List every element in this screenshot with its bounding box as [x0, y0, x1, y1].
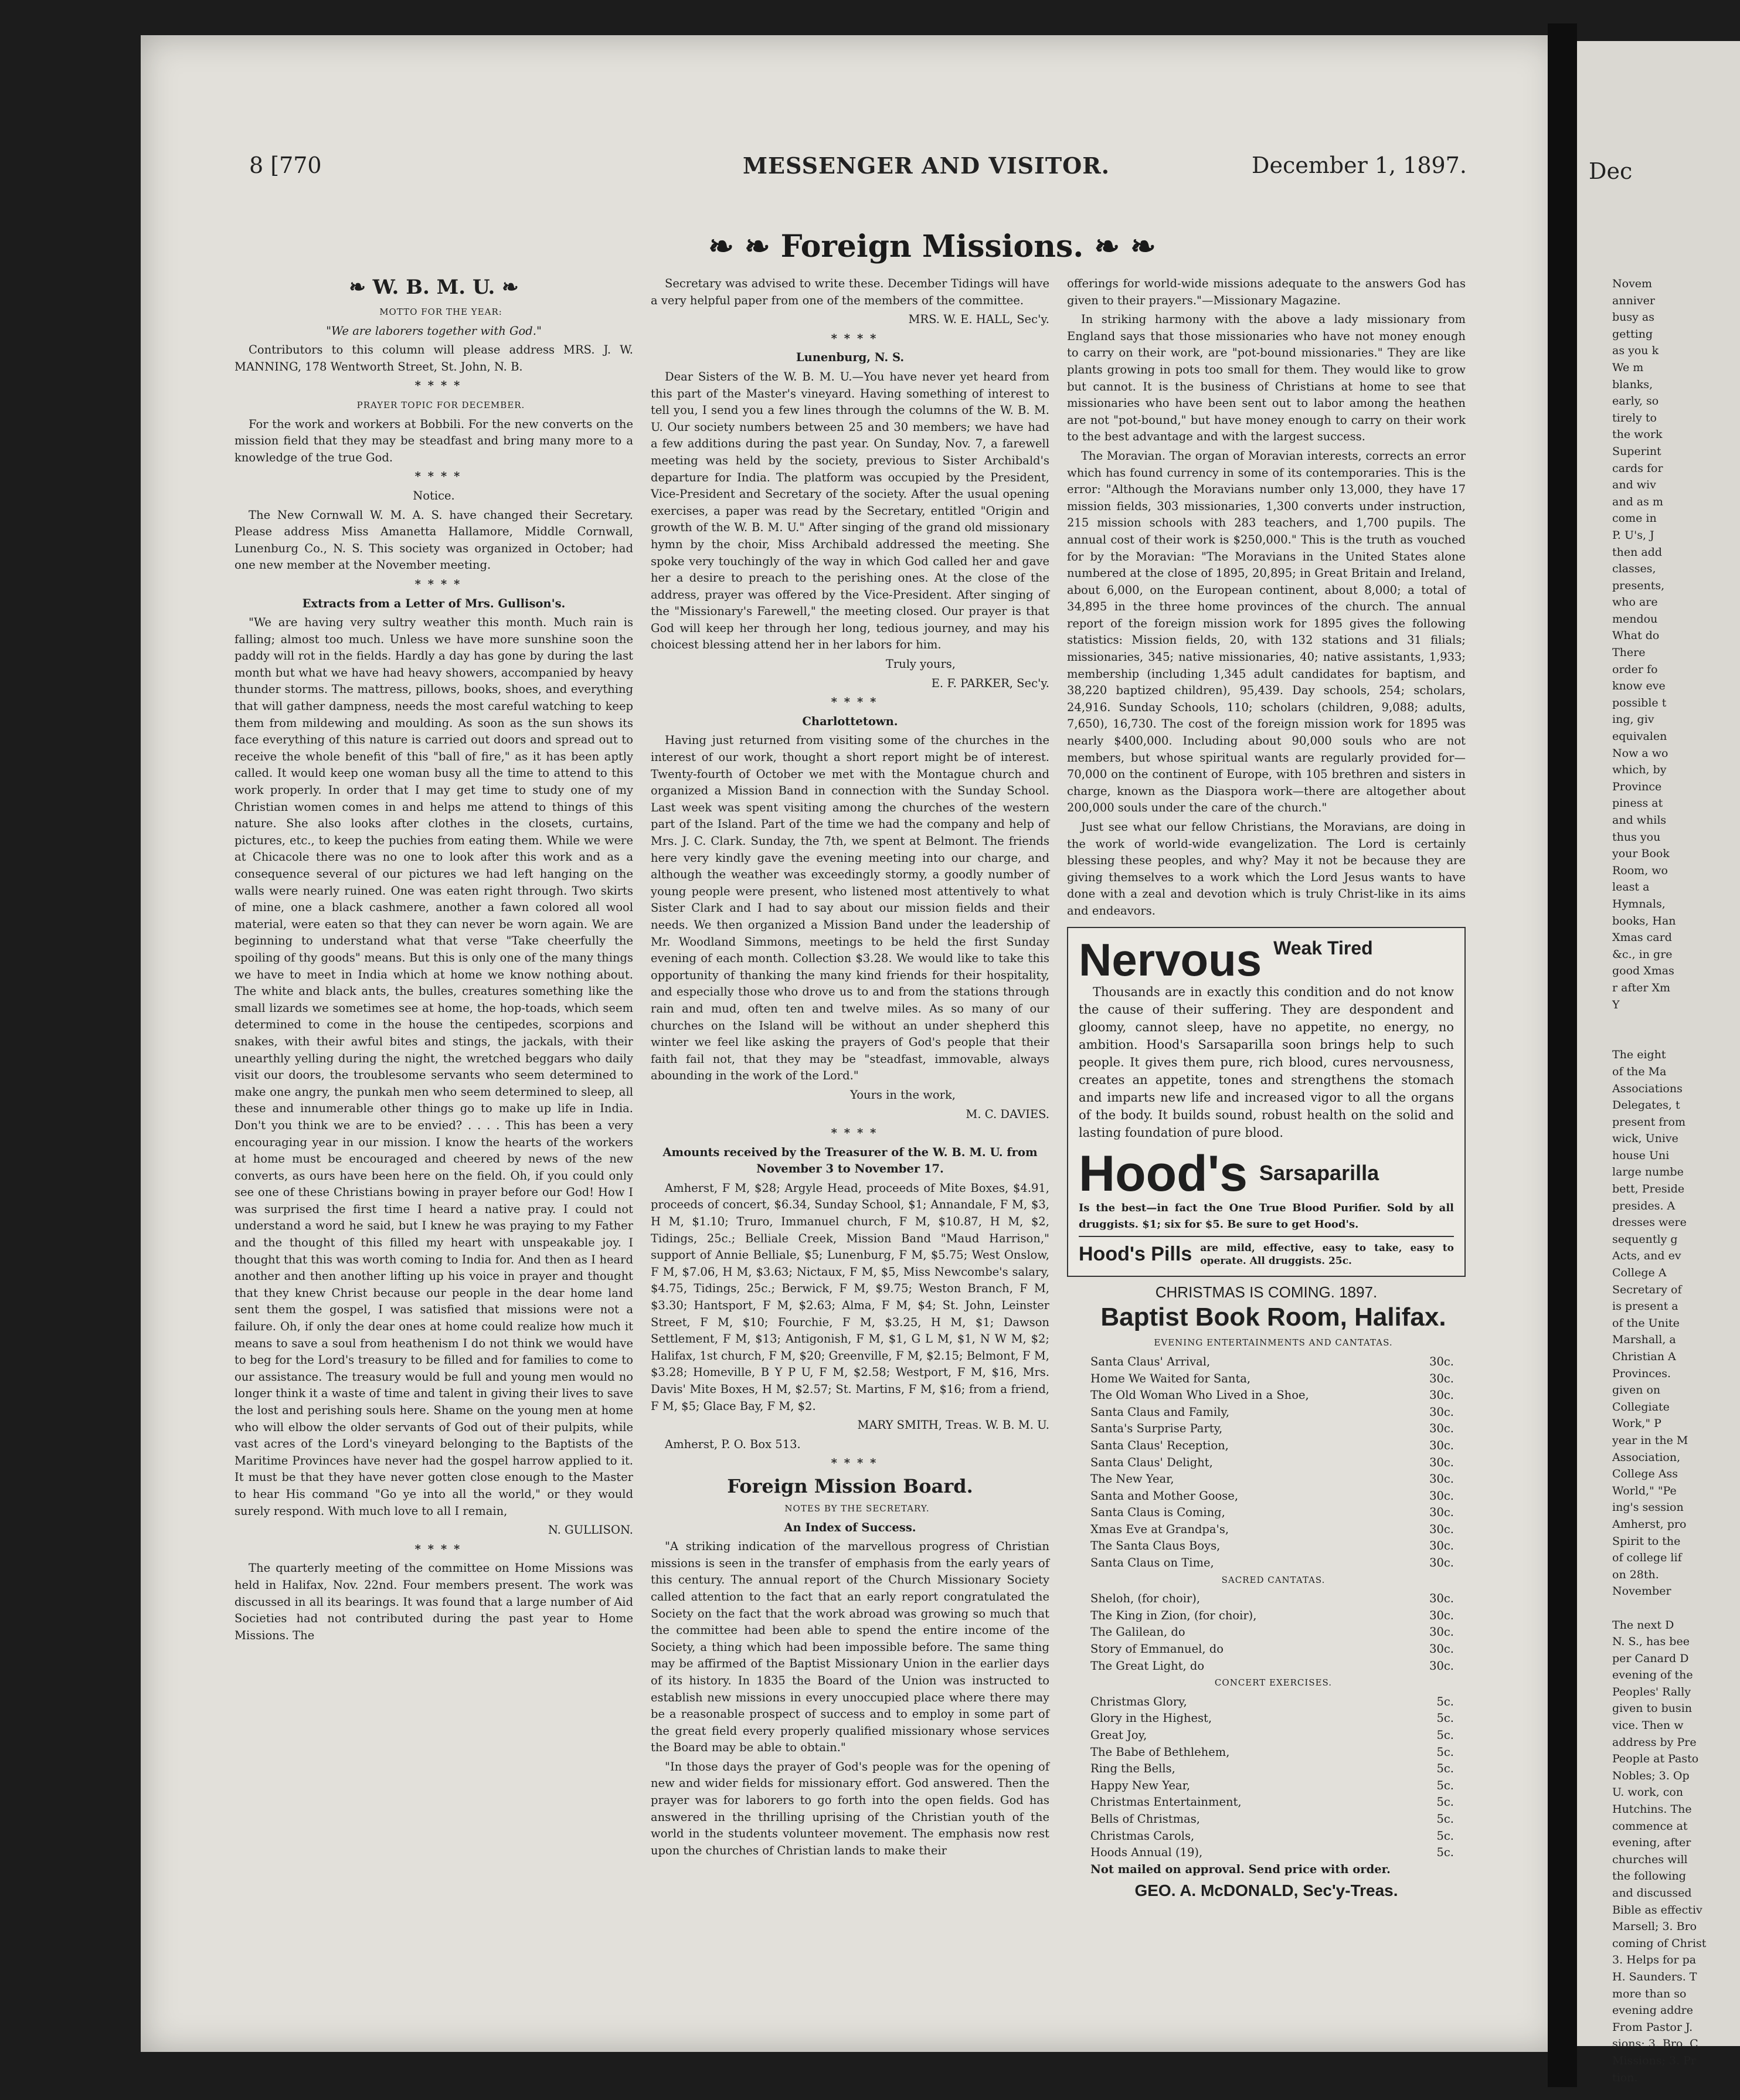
price-list-item — [1090, 1694, 1454, 1711]
ad-concert: CONCERT EXERCISES. — [1214, 1677, 1333, 1688]
divider-stars: **** — [414, 379, 467, 393]
item-name: The Great Light, do — [1090, 1659, 1205, 1673]
adjacent-text-line: year in the M — [1612, 1433, 1688, 1447]
moravian-text: The Moravian. The organ of Moravian interests, corrects an error which has found currency in some of its contemporaries. This is the error: "Although the Moravians number only 13,000, they have 17 mission fields, 303 missionaries, 1,300 converts under instruction, 215 mission schools with 283 teachers, and 1,700 pupils. The annual cost of their work is $250,000." This is the truth as vouched for by the Moravian: "The Moravians in the United States alone numbered at the close of 1895, 20,895; in Great Britain and Ireland, about 6,000, on the European continent, about 8,000; a total of 34,895 in the three home provinces of the church. The annual report of the foreign mission work for 1895 gives the following statistics: Mission fields, 20, with 132 stations and 31 filials; missionaries, 345; native missionaries, 40; native assistants, 1,933; membership (including 1,345 adult candidates for baptism, and 38,220 baptized children), 95,439. Day schools, 254; scholars, 24,916. Sunday Schools, 110; scholars (children, 9,088; adults, 7,650), 16,730. The cost of the foreign mission work for 1895 was nearly $400,000. Including about 90,000 souls who are not members, but whose spiritual wants are regularly provided for—70,000 on the continent of Europe, with 105 brethren and sisters in charge, known as the Diaspora work—there are altogether about 200,000 souls under the care of the church." — [1067, 448, 1466, 815]
price-list-item — [1090, 1555, 1454, 1572]
item-name: The Babe of Bethlehem, — [1090, 1745, 1230, 1759]
item-name: Santa Claus and Family, — [1090, 1405, 1230, 1419]
adjacent-text-line: Christian A — [1612, 1350, 1676, 1363]
adjacent-text-line: good Xmas — [1612, 964, 1674, 978]
adjacent-text-line — [1612, 1600, 1706, 1617]
price-list-item — [1090, 1658, 1454, 1675]
contributors-note: Contributors to this column will please address MRS. J. W. MANNING, 178 Wentworth Street, St. John, N. B. — [235, 343, 633, 373]
price-list-item — [1090, 1794, 1454, 1811]
prayer-topic: For the work and workers at Bobbili. For the new converts on the mission field that they may be steadfast and bring many more to a knowledge of the true God. — [235, 417, 633, 464]
item-name: The New Year, — [1090, 1472, 1174, 1486]
price-list-item — [1090, 1710, 1454, 1727]
divider-stars: **** — [831, 1126, 883, 1140]
adjacent-text-line: coming of Christ — [1612, 1936, 1707, 1950]
adjacent-text-line: possible t — [1612, 696, 1667, 709]
adjacent-text-line: which, by — [1612, 763, 1667, 777]
signature: MARY SMITH, Treas. W. B. M. U. — [857, 1418, 1049, 1432]
adjacent-text-line: ing's session — [1612, 1501, 1684, 1514]
adjacent-text-line: large numbe — [1612, 1165, 1684, 1179]
adjacent-text-line: the following — [1612, 1870, 1686, 1883]
item-price: 30c. — [1429, 1556, 1454, 1570]
amounts-text: Amherst, F M, $28; Argyle Head, proceeds of Mite Boxes, $4.91, proceeds of concert, $6.34, Sunday School, $1; Annandale, F M, $3, H M, $1.10; Truro, Immanuel church, F M, $10.87, H M, $2, Tidings, 25c.; Belliale Creek, Mission Band "Maud Harrison," support of Annie Belliale, $5; Lunenburg, F M, $5.75; West Onslow, F M, $7.06, H M, $3.63; Nictaux, F M, $5, Miss Newcombe's salary, $4.75, Tidings, 25c.; Berwick, F M, $9.75; Weston Branch, F M, $3.30; Hantsport, F M, $2.63; Alma, F M, $4; St. John, Leinster Street, F M, $10; Fourchie, F M, $3.25, H M, $1; Dawson Settlement, F M, $13; Antigonish, F M, $1, G L M, $1, N W M, $2; Halifax, 1st church, F M, $20; Greenville, F M, $2.15; Belmont, F M, $3.28; Homeville, B Y P U, F M, $2.58; Westport, F M, $16, Mrs. Davis' Mite Boxes, H M, $2.57; St. Martins, F M, $16; from a friend, F M, $5; Glace Bay, F M, $2. — [651, 1181, 1049, 1413]
item-price: 30c. — [1429, 1659, 1454, 1673]
newspaper-page — [141, 35, 1559, 2052]
item-price: 30c. — [1429, 1608, 1454, 1622]
adjacent-text-line: The next D — [1612, 1618, 1674, 1632]
board-heading: Foreign Mission Board. — [727, 1474, 973, 1497]
adjacent-text-line: evening of the — [1612, 1669, 1693, 1682]
adjacent-text-line: bett, Preside — [1612, 1182, 1685, 1196]
price-list-item — [1090, 1488, 1454, 1505]
adjacent-text-line: The eight — [1612, 1048, 1666, 1062]
ornament-icon: ❧ ❧ — [708, 229, 781, 264]
adjacent-text-line: People at Pasto — [1612, 1752, 1699, 1766]
item-price: 30c. — [1429, 1625, 1454, 1639]
adjacent-text-line: order fo — [1612, 662, 1658, 676]
notice-text: The New Cornwall W. M. A. S. have changed their Secretary. Please address Miss Amanetta Hallamore, Middle Cornwall, Lunenburg Co., N. S. This society was organized in October; had one new member at the November meeting. — [235, 508, 633, 572]
adjacent-text-line: Associations — [1612, 1082, 1683, 1095]
item-price: 30c. — [1429, 1506, 1454, 1520]
price-list-item — [1090, 1641, 1454, 1658]
adjacent-text-line: r after Xm — [1612, 981, 1671, 994]
adjacent-text-line: given to busin — [1612, 1702, 1693, 1715]
continued-text: offerings for world-wide missions adequate to the answers God has given to their prayers."—Missionary Magazine. — [1067, 277, 1466, 307]
adjacent-text-line: who are — [1612, 596, 1658, 609]
item-price: 5c. — [1436, 1778, 1454, 1792]
adjacent-text-line: &c., in gre — [1612, 947, 1673, 961]
signature-address: Amherst, P. O. Box 513. — [665, 1437, 801, 1451]
adjacent-text-line: Spirit to the — [1612, 1534, 1681, 1548]
adjacent-text-line: churches will — [1612, 1853, 1688, 1866]
adjacent-text-line: presents, — [1612, 579, 1665, 592]
adjacent-text-line: Missions; 3. Pr — [1612, 2054, 1697, 2067]
letter-text: "We are having very sultry weather this month. Much rain is falling; almost too much. Unless we have more sunshine soon the paddy will rot in the fields. Hardly a day has gone by during the last month but what we have had heavy showers, accompanied by heavy thunder storms. The mattress, pillows, books, shoes, and everything that will gather dampness, needs the most careful watching to keep them from mildewing and moulding. As soon as the sun shows its face everything of this nature is carried out doors and spread out to receive the whole benefit of this "ball of fire," as it has been aptly called. It would keep one woman busy all the time to attend to this work properly. In order that I may get time to study one of my Christian women comes in and helps me attend to things of this nature. She also looks after clothes in the closets, curtains, pictures, etc., to keep the puchies from eating them. While we were at Chicacole there was no one to look after this work and as a consequence several of our pictures we had left hanging on the walls were nearly ruined. One was eaten right through. Two skirts of mine, one a black cashmere, another a fawn colored all wool material, were eaten so that they can never be worn again. We are beginning to understand what that verse "Take cheerfully the spoiling of thy goods" means. But this is only one of the many things we have to meet in India which at home we know nothing about. The white and black ants, the bulles, creatures something like the small lizards we sometimes see at home, the hop-toads, which seem determined to come in the house the centipedes, scorpions and snakes, with their awful bites and stings, the jackals, with their unearthly yelling during the night, the wretched beggars who daily visit our doors, the troublesome servants who seem determined to make one angry, the punkah men who seem determined to sleep, all these and innumerable other things go to make up life in India. Don't you think we are to be envied? . . . . This has been a very encouraging year in our mission. I know the hearts of the workers at home must be encouraged and cheered by news of the new converts, as ours have been here on the field. Oh, if you could only see one of these Christians bowing in prayer before our God! How I was surprised the first time I heard a native pray. I could not understand a word he said, but I knew he was praying to my Father and the thought of this filled my heart with unspeakable joy. I thought that this was worth coming to India for. And then as I heard another and then another lifting up his voice in prayer and thought that they knew Christ because our people in the dear home land sent them the gospel, I was satisfied that missions were not a failure. Oh, if only the dear ones at home could realize how much it means to save a soul from heathenism I do not think we would have to beg for the Lord's treasury to be filled and for families to come to our assistance. The treasury would be full and young men would no longer think it a waste of time and talent in giving their lives to save the lost and perishing souls here. Shame on the young men at home who will elbow the older servants of God out of their pulpits, while vast acres of the Lord's vineyard belonging to the Baptists of the Maritime Provinces have never had the gospel harrow applied to it. It must be that they have never gotten close enough to the Master to hear His command "Go ye into all the world," or they would surely respond. With much love to all I remain, — [235, 616, 633, 1518]
adjacent-text-line: and as m — [1612, 495, 1663, 508]
board-subheading: NOTES BY THE SECRETARY. — [784, 1503, 930, 1514]
item-name: Santa and Mother Goose, — [1090, 1489, 1239, 1503]
adjacent-text-line: From Pastor J. — [1612, 2020, 1693, 2034]
ad-signoff: GEO. A. McDONALD, Sec'y-Treas. — [1134, 1881, 1398, 1900]
adjacent-text-line: Work," P — [1612, 1417, 1661, 1430]
ad-sacred: SACRED CANTATAS. — [1221, 1574, 1326, 1585]
price-list-item — [1090, 1778, 1454, 1795]
adjacent-text-line: N. S., has bee — [1612, 1635, 1690, 1649]
adjacent-text-line: house Uni — [1612, 1148, 1670, 1162]
item-price: 30c. — [1429, 1422, 1454, 1436]
quarterly-text: The quarterly meeting of the committee on Home Missions was held in Halifax, Nov. 22nd. Four members present. The work was discussed in all its bearings. It was found that a large number of Aid Societies had not contributed during the past year to Home Missions. The — [235, 1561, 633, 1642]
board-index-heading: An Index of Success. — [784, 1520, 916, 1534]
ad-notmailed: Not mailed on approval. Send price with order. — [1090, 1862, 1391, 1876]
adjacent-text-line: know eve — [1612, 679, 1666, 693]
signature: M. C. DAVIES. — [966, 1107, 1049, 1121]
adjacent-text-line: Nobles; 3. Op — [1612, 1769, 1690, 1782]
adjacent-text-line: tirely to — [1612, 411, 1657, 424]
item-name: The Old Woman Who Lived in a Shoe, — [1090, 1388, 1309, 1402]
item-price: 30c. — [1429, 1354, 1454, 1368]
masthead-title: MESSENGER AND VISITOR. — [742, 152, 1110, 179]
price-list-concert — [1090, 1694, 1454, 1861]
notice-label: Notice. — [413, 488, 455, 502]
adjacent-text-line: tion. — [1612, 2071, 1638, 2084]
adjacent-text-line: Marsell; 3. Bro — [1612, 1920, 1697, 1934]
item-name: Hoods Annual (19), — [1090, 1846, 1203, 1860]
adjacent-text-line: equivalen — [1612, 730, 1667, 743]
page-number: 8 [770 — [249, 152, 322, 178]
adjacent-text-line: evening addre — [1612, 2004, 1693, 2017]
divider-stars: **** — [831, 1456, 883, 1470]
adjacent-text-line: piness at — [1612, 797, 1663, 810]
ad-hoods-logo: Hood's — [1079, 1145, 1248, 1202]
adjacent-text-line — [1612, 1030, 1706, 1047]
price-list-item — [1090, 1727, 1454, 1744]
item-name: The Santa Claus Boys, — [1090, 1539, 1221, 1553]
adjacent-text-line: Superint — [1612, 444, 1661, 458]
adjacent-text-line: sequently g — [1612, 1232, 1678, 1246]
adjacent-text-line: U. work, con — [1612, 1786, 1684, 1799]
adjacent-text-line: Hymnals, — [1612, 897, 1666, 910]
adjacent-text-line: College Ass — [1612, 1467, 1678, 1481]
adjacent-text-line: Amherst, pro — [1612, 1517, 1687, 1531]
adjacent-text-line: books, Han — [1612, 914, 1676, 927]
adjacent-text-line: given on — [1612, 1384, 1661, 1397]
ad-pills: Hood's Pills — [1079, 1243, 1192, 1266]
ornament-icon: ❧ — [349, 276, 373, 299]
adjacent-text-line: address by Pre — [1612, 1735, 1697, 1749]
adjacent-text-line: Xmas card — [1612, 931, 1672, 944]
adjacent-text-line: P. U's, J — [1612, 528, 1654, 542]
adjacent-text-line: Delegates, t — [1612, 1099, 1680, 1112]
adjacent-text-line: Province — [1612, 780, 1662, 793]
item-name: Santa Claus' Delight, — [1090, 1455, 1213, 1469]
adjacent-text-line: commence at — [1612, 1819, 1688, 1833]
adjacent-text-line: dresses were — [1612, 1216, 1687, 1229]
adjacent-text-line: of college lif — [1612, 1551, 1682, 1565]
price-list-item — [1090, 1387, 1454, 1404]
adjacent-text-line: Hutchins. The — [1612, 1803, 1692, 1816]
ad-best: Is the best—in fact the One True Blood Purifier. Sold by all druggists. $1; six for $5. Be sure to get Hood's. — [1079, 1201, 1454, 1231]
price-list-item — [1090, 1438, 1454, 1455]
adjacent-text-line: of the Unite — [1612, 1316, 1680, 1330]
adjacent-text-line: anniver — [1612, 294, 1655, 307]
item-price: 30c. — [1429, 1539, 1454, 1553]
adjacent-text-line: the work — [1612, 428, 1663, 441]
adjacent-page-header: Dec — [1589, 158, 1633, 184]
item-price: 30c. — [1429, 1472, 1454, 1486]
item-name: The King in Zion, (for choir), — [1090, 1608, 1257, 1622]
adjacent-text-line: and whils — [1612, 814, 1667, 827]
item-name: Glory in the Highest, — [1090, 1711, 1212, 1725]
adjacent-text-line: your Book — [1612, 847, 1670, 861]
item-price: 30c. — [1429, 1405, 1454, 1419]
adjacent-text-line: evening, after — [1612, 1836, 1691, 1850]
adjacent-text-line: There — [1612, 646, 1646, 660]
adjacent-text-line: thus you — [1612, 830, 1661, 844]
adjacent-text-line: Y — [1612, 998, 1620, 1011]
price-list-item — [1090, 1371, 1454, 1388]
item-name: Happy New Year, — [1090, 1778, 1191, 1792]
signature: N. GULLISON. — [548, 1523, 633, 1537]
divider-stars: **** — [831, 695, 883, 709]
item-name: Christmas Carols, — [1090, 1829, 1195, 1843]
adjacent-text-line: blanks, — [1612, 378, 1653, 391]
adjacent-text-line: present from — [1612, 1115, 1685, 1129]
item-price: 5c. — [1436, 1694, 1454, 1708]
price-list-item — [1090, 1521, 1454, 1538]
item-price: 5c. — [1436, 1795, 1454, 1809]
extracts-label: Extracts from a Letter of Mrs. Gullison's. — [302, 596, 566, 610]
price-list-item — [1090, 1608, 1454, 1625]
lunenburg-heading: Lunenburg, N. S. — [796, 351, 905, 365]
adjacent-text-line: Association, — [1612, 1450, 1681, 1464]
item-name: Xmas Eve at Grandpa's, — [1090, 1522, 1229, 1536]
signature: E. F. PARKER, Sec'y. — [931, 676, 1049, 690]
item-price: 5c. — [1436, 1728, 1454, 1742]
column-1 — [235, 276, 633, 1646]
item-price: 5c. — [1436, 1812, 1454, 1826]
adjacent-text-line: Bible as effectiv — [1612, 1903, 1702, 1916]
divider-stars: **** — [414, 577, 467, 591]
item-name: Great Joy, — [1090, 1728, 1147, 1742]
adjacent-text-line: come in — [1612, 512, 1657, 525]
adjacent-text-line: World," "Pe — [1612, 1484, 1677, 1497]
ad-headline-nervous: Nervous — [1079, 933, 1262, 986]
adjacent-text-line: of the Ma — [1612, 1065, 1667, 1078]
closing: Truly yours, — [885, 657, 956, 671]
adjacent-text-line: November — [1612, 1585, 1671, 1598]
adjacent-text-line: more than so — [1612, 1987, 1687, 2000]
item-name: Ring the Bells, — [1090, 1762, 1175, 1776]
divider-stars: **** — [414, 470, 467, 484]
item-name: Christmas Glory, — [1090, 1694, 1187, 1708]
column-3 — [1067, 276, 1466, 1904]
price-list-item — [1090, 1744, 1454, 1761]
price-list-sacred — [1090, 1591, 1454, 1674]
price-list-item — [1090, 1591, 1454, 1608]
price-list-item — [1090, 1828, 1454, 1845]
adjacent-text-line: H. Saunders. T — [1612, 1970, 1697, 1983]
board-text: "A striking indication of the marvellous progress of Christian missions is seen in the transfer of emphasis from the early years of this century. The annual report of the Church Missionary Society called attention to the fact that an early report congratulated the Society on the fact that the work abroad was growing so much that the committee had been able to spend the entire income of the Society, a thing which had been impossible before. The same thing may be affirmed of the Baptist Missionary Union in the earlier days of its history. In 1835 the Board of the Union was instructed to establish new missions in every unoccupied place where there may be a reasonable prospect of success and to employ in some part of the great field every properly qualified missionary whose services the Board may be able to obtain." — [651, 1540, 1049, 1755]
ad-christmas: CHRISTMAS IS COMING. 1897. — [1155, 1283, 1378, 1301]
item-name: Home We Waited for Santa, — [1090, 1371, 1251, 1385]
adjacent-text-line — [1612, 1013, 1706, 1030]
hoods-advertisement — [1067, 927, 1466, 1277]
issue-date: December 1, 1897. — [1252, 152, 1467, 178]
adjacent-text-line: Room, wo — [1612, 864, 1668, 877]
column-2 — [651, 276, 1049, 1861]
item-price: 30c. — [1429, 1438, 1454, 1452]
adjacent-page-text — [1577, 276, 1706, 2086]
adjacent-text-line: Marshall, a — [1612, 1333, 1676, 1347]
adjacent-text-line: then add — [1612, 545, 1663, 559]
adjacent-text-line: Novem — [1612, 277, 1653, 290]
price-list-item — [1090, 1844, 1454, 1861]
item-name: The Galilean, do — [1090, 1625, 1185, 1639]
adjacent-text-line: Acts, and ev — [1612, 1249, 1681, 1263]
adjacent-text-line: busy as — [1612, 311, 1655, 324]
ad-book-title: Baptist Book Room, Halifax. — [1100, 1303, 1446, 1332]
item-price: 30c. — [1429, 1522, 1454, 1536]
prayer-label: PRAYER TOPIC FOR DECEMBER. — [356, 399, 525, 410]
adjacent-text-line: cards for — [1612, 461, 1663, 475]
price-list-item — [1090, 1538, 1454, 1555]
item-price: 30c. — [1429, 1371, 1454, 1385]
signature: MRS. W. E. HALL, Sec'y. — [908, 312, 1049, 327]
item-price: 30c. — [1429, 1642, 1454, 1656]
adjacent-text-line: 3. Helps for pa — [1612, 1953, 1697, 1967]
adjacent-text-line: per Canard D — [1612, 1652, 1689, 1665]
adjacent-text-line: classes, — [1612, 562, 1656, 576]
price-list-item — [1090, 1455, 1454, 1472]
adjacent-text-line: early, so — [1612, 395, 1659, 408]
price-list-item — [1090, 1624, 1454, 1641]
adjacent-text-line: Peoples' Rally — [1612, 1685, 1691, 1698]
adjacent-text-line: vice. Then w — [1612, 1719, 1684, 1732]
ad-evening: EVENING ENTERTAINMENTS AND CANTATAS. — [1154, 1337, 1393, 1348]
potbound-text: In striking harmony with the above a lady missionary from England says that those missionaries who have not money enough to carry on their work, are "pot-bound missionaries." They are like plants growing in pots too small for them. They would like to grow but cannot. It is the business of Christians at home to see that missionaries who have been sent out to labor among the heathen are not "pot-bound," but have money enough to carry on their work to the best advantage and with the largest success. — [1067, 312, 1466, 444]
adjacent-text-line: Now a wo — [1612, 746, 1668, 760]
lunenburg-text: Dear Sisters of the W. B. M. U.—You have never yet heard from this part of the Master's vineyard. Having something of interest to tell you, I send you a few lines through the columns of the W. B. M. U. Our society numbers between 25 and 30 members; we have had a few additions during the past year. On Sunday, Nov. 7, a farewell meeting was held by the society, previous to Sister Archibald's departure for India. The platform was occupied by the President, Vice-President and Secretary of the society. After the usual opening exercises, a paper was read by the Secretary, entitled "Origin and growth of the W. B. M. U." After singing of the grand old missionary hymn by the choir, Miss Archibald addressed the meeting. She spoke very touchingly of the way in which God called her and gave her a desire to preach to the perishing ones. At the close of the address, prayer was offered by the Vice-President. After singing of the "Missionary's Farewell," the meeting closed. Our prayer is that God will keep her through her long, tedious journey, and may his choicest blessing attend her in her labors for him. — [651, 369, 1049, 652]
adjacent-text-line: getting — [1612, 327, 1653, 341]
motto: "We are laborers together with God." — [326, 324, 542, 338]
item-price: 30c. — [1429, 1388, 1454, 1402]
price-list-item — [1090, 1354, 1454, 1371]
price-list-item — [1090, 1421, 1454, 1438]
divider-stars: **** — [414, 1542, 467, 1556]
binding-gutter — [1548, 23, 1577, 2087]
continued-text: Secretary was advised to write these. December Tidings will have a very helpful paper from one of the members of the committee. — [651, 277, 1049, 307]
ad-body: Thousands are in exactly this condition and do not know the cause of their suffering. They are despondent and gloomy, cannot sleep, have no appetite, no energy, no ambition. Hood's Sarsaparilla soon brings help to such people. It gives them pure, rich blood, cures nervousness, creates an appetite, tones and strengthens the stomach and imparts new life and increased vigor to all the organs of the body. It builds sound, robust health on the solid and lasting foundation of pure blood. — [1079, 984, 1454, 1140]
closing: Yours in the work, — [850, 1088, 956, 1102]
item-name: Christmas Entertainment, — [1090, 1795, 1242, 1809]
ad-pills-text: are mild, effective, easy to take, easy to operate. All druggists. 25c. — [1200, 1242, 1454, 1267]
item-name: Sheloh, (for choir), — [1090, 1592, 1201, 1606]
ad-sarsaparilla: Sarsaparilla — [1259, 1161, 1379, 1185]
price-list-item — [1090, 1471, 1454, 1488]
ad-headline-weak: Weak Tired — [1273, 937, 1373, 959]
ornament-icon: ❧ — [495, 276, 519, 299]
item-name: Santa Claus is Coming, — [1090, 1506, 1225, 1520]
adjacent-text-line: wick, Unive — [1612, 1132, 1678, 1146]
price-list-item — [1090, 1761, 1454, 1778]
adjacent-text-line: presides. A — [1612, 1199, 1676, 1212]
book-room-advertisement — [1067, 1284, 1466, 1902]
item-price: 5c. — [1436, 1846, 1454, 1860]
fellow-text: Just see what our fellow Christians, the Moravians, are doing in the work of world-wide evangelization. The Lord is certainly blessing these peoples, and why? May it not be because they are giving themselves to a work which the Lord Jesus wants to have done with a zeal and devotion which is truly Christ-like in its aims and endeavors. — [1067, 820, 1466, 918]
item-price: 5c. — [1436, 1829, 1454, 1843]
adjacent-text-line: is present a — [1612, 1300, 1678, 1313]
adjacent-text-line: Provinces. — [1612, 1367, 1671, 1380]
item-name: Story of Emmanuel, do — [1090, 1642, 1224, 1656]
board-text: "In those days the prayer of God's people was for the opening of new and wider fields for missionary effort. God answered. Then the prayer was for laborers to go forth into the open fields. God has answered in the thrilling uprising of the Christian youth of the world in the students volunteer movement. The emphasis now rest upon the churches of Christian lands to make their — [651, 1759, 1049, 1857]
item-name: Santa Claus on Time, — [1090, 1556, 1214, 1570]
adjacent-page — [1577, 41, 1740, 2084]
adjacent-text-line: mendou — [1612, 612, 1658, 626]
item-name: Bells of Christmas, — [1090, 1812, 1200, 1826]
item-name: Santa Claus' Reception, — [1090, 1438, 1229, 1452]
charlottetown-text: Having just returned from visiting some of the churches in the interest of our work, thought a short report might be of interest. Twenty-fourth of October we met with the Montague church and organized a Mission Band in connection with the Sunday School. Last week was spent visiting among the churches of the western part of the Island. Part of the time we had the company and help of Mrs. J. C. Clark. Sunday, the 7th, we spent at Belmont. The friends here very kindly gave the evening meeting into our charge, and although the weather was exceedingly stormy, a goodly number of young people were present, who listened most attentively to what Sister Clark and I had to say about our mission fields and their needs. We then organized a Mission Band under the leadership of Mr. Woodland Simmons, meetings to be held the first Sunday evening of each month. Collection $3.28. We would like to take this opportunity of thanking the many kind friends for their hospitality, and especially those who drove us to and from the stations through rain and mud, often ten and twelve miles. As so many of our churches on the Island will be without an under shepherd this winter we feel like asking the prayers of God's people that their faith fail not, that they may be "steadfast, immovable, always abounding in the work of the Lord." — [651, 733, 1049, 1083]
amounts-heading: Amounts received by the Treasurer of the W. B. M. U. from November 3 to November 17. — [662, 1145, 1038, 1176]
item-price: 5c. — [1436, 1711, 1454, 1725]
adjacent-text-line: What do — [1612, 629, 1660, 643]
price-list-item — [1090, 1811, 1454, 1828]
item-price: 30c. — [1429, 1489, 1454, 1503]
adjacent-text-line: least a — [1612, 881, 1650, 894]
adjacent-text-line: Collegiate — [1612, 1400, 1670, 1413]
item-price: 30c. — [1429, 1592, 1454, 1606]
ornament-icon: ❧ ❧ — [1083, 229, 1156, 264]
adjacent-text-line: sions; 3. Bro. C — [1612, 2037, 1698, 2051]
adjacent-text-line: and discussed — [1612, 1887, 1692, 1899]
price-list-evening — [1090, 1354, 1454, 1572]
adjacent-text-line: Secretary of — [1612, 1283, 1682, 1296]
charlottetown-heading: Charlottetown. — [802, 714, 898, 728]
item-price: 5c. — [1436, 1745, 1454, 1759]
adjacent-text-line: College A — [1612, 1266, 1667, 1280]
item-price: 30c. — [1429, 1455, 1454, 1469]
motto-label: MOTTO FOR THE YEAR: — [379, 307, 502, 317]
divider-stars: **** — [831, 331, 883, 345]
adjacent-text-line: We m — [1612, 361, 1644, 374]
item-name: Santa's Surprise Party, — [1090, 1422, 1223, 1436]
item-name: Santa Claus' Arrival, — [1090, 1354, 1211, 1368]
item-price: 5c. — [1436, 1762, 1454, 1776]
section-title: ❧ ❧ Foreign Missions. ❧ ❧ — [708, 229, 1156, 264]
adjacent-text-line: as you k — [1612, 344, 1659, 358]
price-list-item — [1090, 1404, 1454, 1421]
adjacent-text-line: ing, giv — [1612, 713, 1654, 726]
price-list-item — [1090, 1504, 1454, 1521]
adjacent-text-line: on 28th. — [1612, 1568, 1659, 1581]
adjacent-text-line: and wiv — [1612, 478, 1656, 492]
wbmu-heading: ❧ W. B. M. U. ❧ — [349, 276, 519, 299]
